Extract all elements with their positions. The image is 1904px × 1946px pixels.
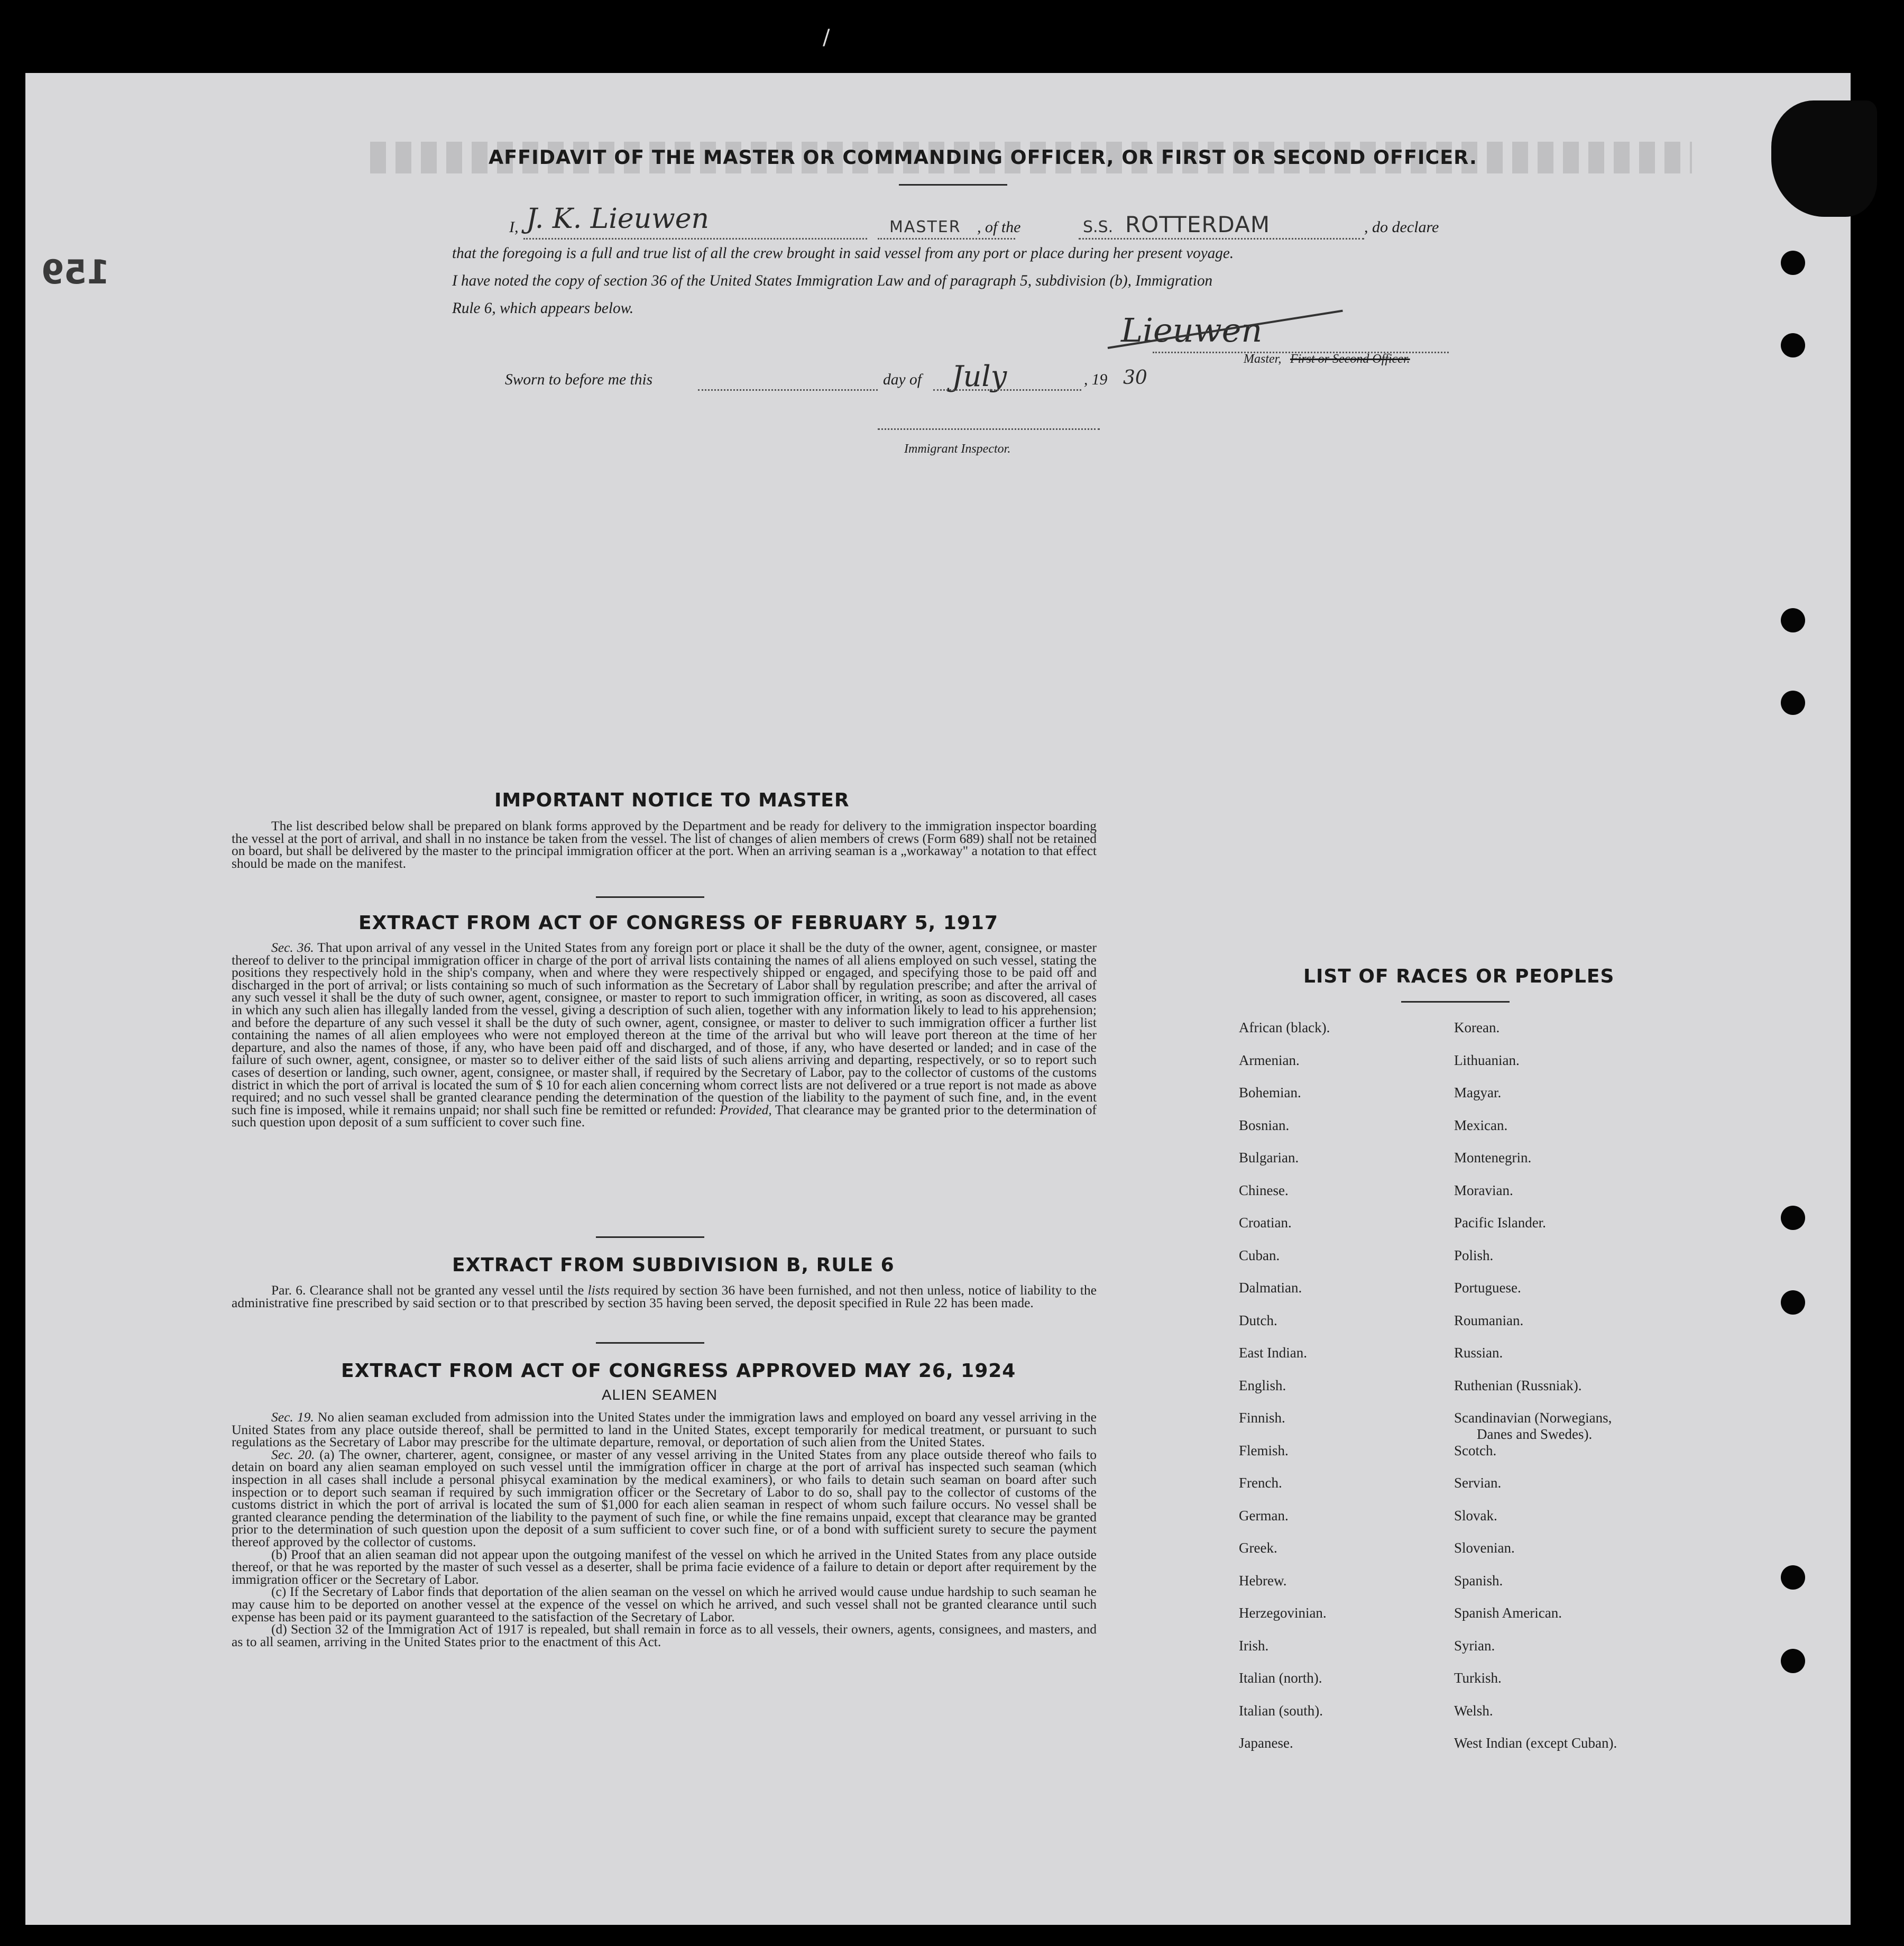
sec-36-label: Sec. 36. [271,940,314,955]
sec-36-text: That upon arrival of any vessel in the United States from any foreign port or place it shall be the duty of the owner, agent, consignee, or master thereof to deliver to the principal immigration officer in charge of the port of arrival lists containing the names of all aliens employed on such vessel, stating the positions they respectively hold in the ship's company, when and where they were respectively shipped or engaged, and specifying those to be paid off and discharged in the port of arrival; or lists containing so much of such information as the Secretary of Labor shall by regulation prescribe; and after the arrival of any such vessel it shall be the duty of such owner, agent, consignee, or master to report to such immigration officer, in writing, as soon as discovered, all cases in which any such alien has illegally landed from the vessel, giving a description of such alien, together with any information likely to lead to his apprehension; and before the departure of any such vessel it shall be the duty of such owner, agent, consignee, or master to deliver to such immigration officer a further list containing the names of all alien employees who were not employed thereon at the time of the arrival but who will leave port thereon at the time of her departure, and also the names of those, if any, who have been paid off and discharged, and of those, if any, who have deserted or landed; and in case of the failure of such owner, agent, consignee, or master so to deliver either of the said lists of such aliens arriving and departing, respectively, or so to report such cases of desertion or landing, such owner, agent, consignee, or master shall, if required by the Secretary of Labor, pay to the collector of customs of the customs district in which the port of arrival is located the sum of $ 10 for each alien concerning whom correct lists are not delivered or a true report is not made as above required; and no such vessel shall be granted clearance pending the determination of the question of the liability to the payment of such fine, and, in the event such fine is imposed, while it remains unpaid; nor shall such fine be remitted or refunded: [232,940,1097,1117]
race-item: German. [1239,1507,1289,1523]
race-item: Cuban. [1239,1247,1280,1263]
affidavit-line-4: Rule 6, which appears below. [452,300,634,317]
binder-hole [1781,1290,1805,1315]
extract-1917-body [232,941,1097,1128]
race-item: Italian (north). [1239,1670,1322,1686]
sec-20c-paragraph: (c) If the Secretary of Labor finds that deportation of the alien seaman on the vessel on which he arrived would cause undue hardship to such seaman he may cause him to be deported on another vessel at the expence of the vessel on which he arrived, and such vessel shall not be granted clearance until such expense has been paid or its payment guaranteed to the satisfaction of the Secretary of Labor. [232,1584,1097,1624]
affidavit-line-2: that the foregoing is a full and true list of all the crew brought in said vessel from any port or place during her present voyage. [452,245,1234,262]
extract-1917-rule [596,1236,704,1238]
race-item: Moravian. [1454,1182,1513,1198]
race-item: Greek. [1239,1540,1277,1556]
notice-rule [596,896,704,898]
extract-1924-body [232,1411,1097,1648]
race-item: Dalmatian. [1239,1280,1302,1296]
binder-hole [1781,691,1805,715]
race-item: Polish. [1454,1247,1494,1263]
sworn-month: July [952,360,1007,393]
rank-line [878,238,1015,240]
signer-title-kept: Master, [1244,352,1282,366]
par-6-text-end: required by section 36 have been furnished, and not then unless, notice of liability to the administrative fine prescribed by said section or to that prescribed by section 35 having been served, the deposit specified in Rule 22 has been made. [232,1282,1097,1310]
notice-body [232,820,1097,869]
race-item: Irish. [1239,1637,1269,1654]
day-of: day of [883,371,922,388]
race-item: East Indian. [1239,1345,1307,1361]
race-item: Slovenian. [1454,1540,1515,1556]
race-item: Armenian. [1239,1052,1300,1068]
declarant-name: J. K. Lieuwen [526,203,709,235]
race-item: Scotch. [1454,1442,1497,1458]
race-item: Japanese. [1239,1735,1293,1751]
race-item: Spanish American. [1454,1605,1562,1621]
master-signature: Lieuwen [1121,311,1263,350]
race-item: Servian. [1454,1475,1502,1491]
binding-tab [1771,100,1877,217]
race-item: Magyar. [1454,1085,1502,1100]
race-item: Lithuanian. [1454,1052,1520,1068]
affidavit-title-rule [899,184,1007,186]
race-item: Russian. [1454,1345,1503,1361]
inspector-line [878,428,1100,430]
race-item: Roumanian. [1454,1312,1524,1328]
race-item: Turkish. [1454,1670,1502,1686]
race-item: African (black). [1239,1020,1330,1035]
ship-prefix: S.S. [1083,218,1114,236]
race-item: Pacific Islander. [1454,1215,1546,1231]
rule-6-rule [596,1342,704,1344]
rule-6-body [232,1284,1097,1309]
year-suffix: 30 [1123,367,1147,389]
binder-hole [1781,608,1805,632]
sec-19-text: No alien seaman excluded from admission into the United States under the immigration laws and employed on board any vessel arriving in the United States from any place outside thereof, shall be permitted to land in the United States, except temporarily for medical treatment, or pursuant to such regulations as the Secretary of Labor may prescribe for the ultimate departure, removal, or deportation of such alien from the United States. [232,1409,1097,1450]
sworn-text: Sworn to before me this [505,371,653,388]
sworn-line [698,389,878,391]
page-number: 159 [41,253,110,291]
race-item: Montenegrin. [1454,1150,1532,1165]
race-item: Finnish. [1239,1410,1285,1426]
race-item: English. [1239,1377,1286,1393]
sec-36-text-end: That clearance may be granted prior to the determination of such question upon deposit of a sum sufficient to cover such fine. [232,1101,1097,1130]
race-item: Bulgarian. [1239,1150,1299,1165]
races-rule [1401,1001,1510,1003]
race-item: Scandinavian (Norwegians, [1454,1410,1612,1426]
race-item: Dutch. [1239,1312,1277,1328]
affidavit-line-3: I have noted the copy of section 36 of the United States Immigration Law and of paragraph 5, subdivision (b), Immigration [452,272,1213,289]
race-item: Syrian. [1454,1637,1495,1654]
sec-20-label: Sec. 20. [271,1446,315,1462]
notice-title: IMPORTANT NOTICE TO MASTER [494,790,850,811]
race-item: Bohemian. [1239,1085,1301,1100]
race-item: Chinese. [1239,1182,1289,1198]
rule-6-title: EXTRACT FROM SUBDIVISION B, RULE 6 [452,1254,895,1276]
race-item: Welsh. [1454,1702,1493,1719]
inspector-label: Immigrant Inspector. [904,442,1011,456]
ship-name: ROTTERDAM [1125,212,1271,237]
race-item: Bosnian. [1239,1117,1290,1133]
race-item: Flemish. [1239,1442,1289,1458]
sec-36-paragraph [232,941,1097,1128]
binder-hole [1781,1206,1805,1230]
year-prefix: , 19 [1084,371,1108,388]
race-item: Portuguese. [1454,1280,1521,1296]
races-title: LIST OF RACES OR PEOPLES [1303,966,1615,987]
ship-line [1079,238,1364,240]
provided-word: Provided, [719,1101,772,1117]
par-6-paragraph [232,1284,1097,1309]
race-item: Mexican. [1454,1117,1508,1133]
do-declare: , do declare [1364,218,1439,236]
binder-hole [1781,333,1805,357]
race-item: French. [1239,1475,1282,1491]
race-item: West Indian (except Cuban). [1454,1735,1617,1751]
sec-19-label: Sec. 19. [271,1409,314,1425]
par-6-text: Par. 6. Clearance shall not be granted any vessel until the [271,1282,584,1298]
notice-paragraph: The list described below shall be prepared on blank forms approved by the Department and be ready for delivery to the immigration inspector boarding the vessel at the port of arrival, and shall in no instance be taken from the vessel. The list of changes of alien members of crews (Form 689) shall not be retained on board, but shall be delivered by the master to the principal immigration officer at the port. When an arriving seaman is a „workaway" a notation to that effect should be made on the manifest. [232,818,1097,871]
extract-1924-title: EXTRACT FROM ACT OF CONGRESS APPROVED MAY 26, 1924 [341,1360,1016,1382]
race-item: Hebrew. [1239,1572,1287,1589]
race-item: Ruthenian (Russniak). [1454,1377,1582,1393]
binder-hole [1781,1565,1805,1590]
race-item: Korean. [1454,1020,1500,1035]
binder-hole [1781,251,1805,275]
sec-20b-paragraph: (b) Proof that an alien seaman did not appear upon the outgoing manifest of the vessel on which he arrived in the United States from any place outside thereof, or that he was reported by the master of such vessel as a deserter, shall be prima facie evidence of a failure to detain or deport after requirement by the immigration officer or the Secretary of Labor. [232,1546,1097,1587]
race-item: Slovak. [1454,1507,1497,1523]
month-line [933,389,1081,391]
name-line [523,238,867,240]
lists-word: lists [587,1282,610,1298]
sec-20a-paragraph [232,1448,1097,1548]
sec-20a-text: (a) The owner, charterer, agent, consignee, or master of any vessel arriving in the United States from any place outside thereof who fails to detain on board any alien seaman employed on such vessel until the immigration officer in charge at the port of arrival has inspected such seaman (which inspection in all cases shall include a personal phisycal examination by the medical examiners), or who fails to detain such seaman on board after such inspection or to deport such seaman if required by such immigration officer or the Secretary of Labor to do so, shall pay to the collector of customs of the customs district in which the port of arrival is located the sum of $1,000 for each alien seaman in respect of whom such failure occurs. No vessel shall be granted clearance pending the determination of the liability to the payment of such fine, or while the fine remains unpaid, except that clearance may be granted prior to the determination of such question upon the deposit of a sum sufficient to cover such fine, or of a bond with sufficient surety to secure the payment thereof approved by the collector of customs. [232,1446,1097,1549]
rank-field: MASTER [889,218,961,236]
affidavit-title: AFFIDAVIT OF THE MASTER OR COMMANDING OFFICER, OR FIRST OR SECOND OFFICER. [489,146,1477,169]
of-the: , of the [977,218,1021,236]
declare-prefix: I, [509,218,519,236]
binder-hole [1781,1649,1805,1673]
extract-1917-title: EXTRACT FROM ACT OF CONGRESS OF FEBRUARY 5, 1917 [358,912,999,934]
top-mark: / [823,25,830,50]
alien-seamen-subtitle: ALIEN SEAMEN [602,1387,718,1403]
sec-19-paragraph [232,1411,1097,1448]
race-item: Herzegovinian. [1239,1605,1327,1621]
sec-20d-paragraph: (d) Section 32 of the Immigration Act of 1917 is repealed, but shall remain in force as to all vessels, their owners, agents, consignees, and masters, and as to all seamen, arriving in the United States prior to the enactment of this Act. [232,1621,1097,1649]
race-item: Croatian. [1239,1215,1292,1231]
race-right-continuation: Danes and Swedes). [1477,1426,1593,1442]
race-item: Spanish. [1454,1572,1503,1589]
race-item: Italian (south). [1239,1702,1323,1719]
signer-title-struck: First or Second Officer. [1290,352,1410,366]
